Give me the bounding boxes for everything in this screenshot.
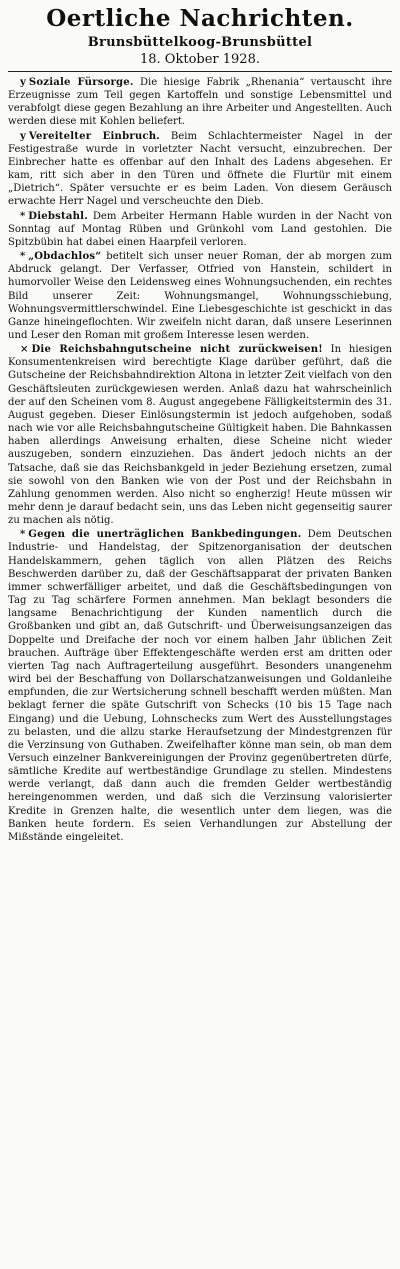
article-heading: „Obdachlos“	[28, 251, 102, 263]
masthead-rule	[8, 71, 392, 72]
article-body: Dem Arbeiter Hermann Hable wurden in der Nacht von Sonntag auf Montag Rüben und Grünkohl vom Land gestohlen. Die Spitzbübin hat dabei einen Haarpfeil verloren.	[8, 210, 393, 248]
article-soziale-fuersorge	[8, 76, 392, 129]
article-obdachlos	[8, 250, 392, 342]
article-body: In hiesigen Konsumentenkreisen wird berechtigte Klage darüber geführt, daß die Gutscheine der Reichsbahndirektion Altona in letzter Zeit vielfach von den Geschäftsleuten zurückgewiesen werden. Anlaß dazu hat wahrscheinlich der auf den Scheinen vom 8. August angegebene Fälligkeitstermin des 31. August gegeben. Dieser Einlösungstermin ist jedoch aufgehoben, sodaß nach wie vor alle Reichsbahngutscheine Gültigkeit haben. Die Bahnkassen haben allerdings Anweisung erhalten, diese Scheine nicht wieder auszugeben, sondern einzuziehen. Das ändert jedoch nichts an der Tatsache, daß sie das Reichsbankgeld in jeder Beziehung ersetzen, zumal sie sowohl von den Banken wie von der Post und der Reichsbahn in Zahlung genommen werden. Also nicht so engherzig! Heute müssen wir mehr denn je darauf bedacht sein, uns das Leben nicht gegenseitig saurer zu machen als nötig.	[8, 344, 392, 527]
article-heading: Vereitelter Einbruch.	[28, 130, 161, 142]
article-body: Die hiesige Fabrik „Rhenania“ vertauscht ihre Erzeugnisse zum Teil gegen Kartoffeln und sonstige Lebensmittel und verabfolgt diese gegen Bezahlung an ihre Arbeiter und Angestellten. Auch werden diese mit Kohlen beliefert.	[8, 77, 392, 128]
dateline: 18. Oktober 1928.	[140, 52, 260, 67]
article-heading: Diebstahl.	[28, 210, 88, 222]
article-heading: Soziale Fürsorge.	[28, 77, 134, 88]
place-subtitle: Brunsbüttelkoog-Brunsbüttel	[87, 35, 313, 50]
article-body: Dem Deutschen Industrie- und Handelstag, der Spitzenorganisation der deutschen Handelskammern, gehen täglich von allen Plätzen des Reichs Beschwerden darüber zu, daß der Geschäftsapparat der privaten Banken immer schwerfälliger arbeitet, und daß die Geschäftsbedingungen von Tag zu Tag schärfere Formen annehmen. Man beklagt besonders die langsame Benachrichtigung der Kunden namentlich durch die Großbanken und gibt an, daß Gutschrift- und Überweisungsanzeigen das Doppelte und Dreifache der noch vor einem halben Jahr üblichen Zeit brauchen. Aufträge über Effektengeschäfte werden erst am dritten oder vierten Tag nach Auftragerteilung ausgeführt. Besonders unangenehm wird bei der Beschaffung von Dollarschatzanweisungen und Goldanleihe empfunden, die zur Wertsicherung schnell beschafft werden müßten. Man beklagt ferner die späte Gutschrift von Schecks (10 bis 15 Tage nach Eingang) und die Uebung, Lohnschecks zum Wert des Ausstellungstages zu belasten, und die allzu starke Heraufsetzung der Mindestgrenzen für die Verzinsung von Guthaben. Zweifelhafter könne man sein, ob man dem Versuch einzelner Bankvereinigungen der Provinz gegenübertreten dürfe, sämtliche Kredite auf wertbeständige Grundlage zu stellen. Mindestens werde verlangt, daß dann auch die fremden Gelder wertbeständig hereingenommen werden, und daß sich die Verzinsung valorisierter Kredite in Grenzen halte, die wesentlich unter dem liegen, was die Banken heute fordern. Es seien Verhandlungen zur Abstellung der Mißstände eingeleitet.	[8, 529, 392, 843]
article-mark: *	[20, 529, 26, 541]
article-mark: *	[20, 251, 26, 263]
article-vereitelter-einbruch	[8, 130, 392, 209]
article-diebstahl	[8, 210, 392, 249]
article-reichsbahngutscheine	[8, 343, 392, 527]
article-mark: y	[20, 77, 26, 88]
article-mark: y	[20, 130, 26, 142]
page-title: Oertliche Nachrichten.	[46, 5, 354, 32]
article-heading: Gegen die unerträglichen Bankbedingungen.	[28, 529, 302, 541]
masthead	[8, 6, 392, 68]
article-heading: Die Reichsbahngutscheine nicht zurückweisen!	[31, 344, 323, 356]
article-bankbedingungen	[8, 528, 392, 844]
article-mark: *	[20, 210, 26, 222]
article-mark: ×	[20, 344, 29, 356]
article-body: betitelt sich unser neuer Roman, der ab morgen zum Abdruck gelangt. Der Verfasser, Otfried von Hanstein, schildert in humorvoller Weise den Leidensweg eines Wohnungsuchenden, ein rechtes Bild unserer Zeit: Wohnungsmangel, Wohnungsschiebung, Wohnungsvermittlerschwindel. Eine Liebesgeschichte ist geschickt in das Ganze hineingeflochten. Wir zweifeln nicht daran, daß unsere Leserinnen und Leser den Roman mit großem Interesse lesen werden.	[8, 251, 392, 341]
article-body: Beim Schlachtermeister Nagel in der Festigestraße wurde in vorletzter Nacht versucht, einzubrechen. Der Einbrecher hatte es offenbar auf den Inhalt des Ladens abgesehen. Er kam, ritt sich aber in den Türen und öffnete die Flurtür mit einem „Dietrich“. Später versuchte er es beim Laden. Von diesem Geräusch erwachte Herr Nagel und verscheuchte den Dieb.	[8, 130, 392, 208]
